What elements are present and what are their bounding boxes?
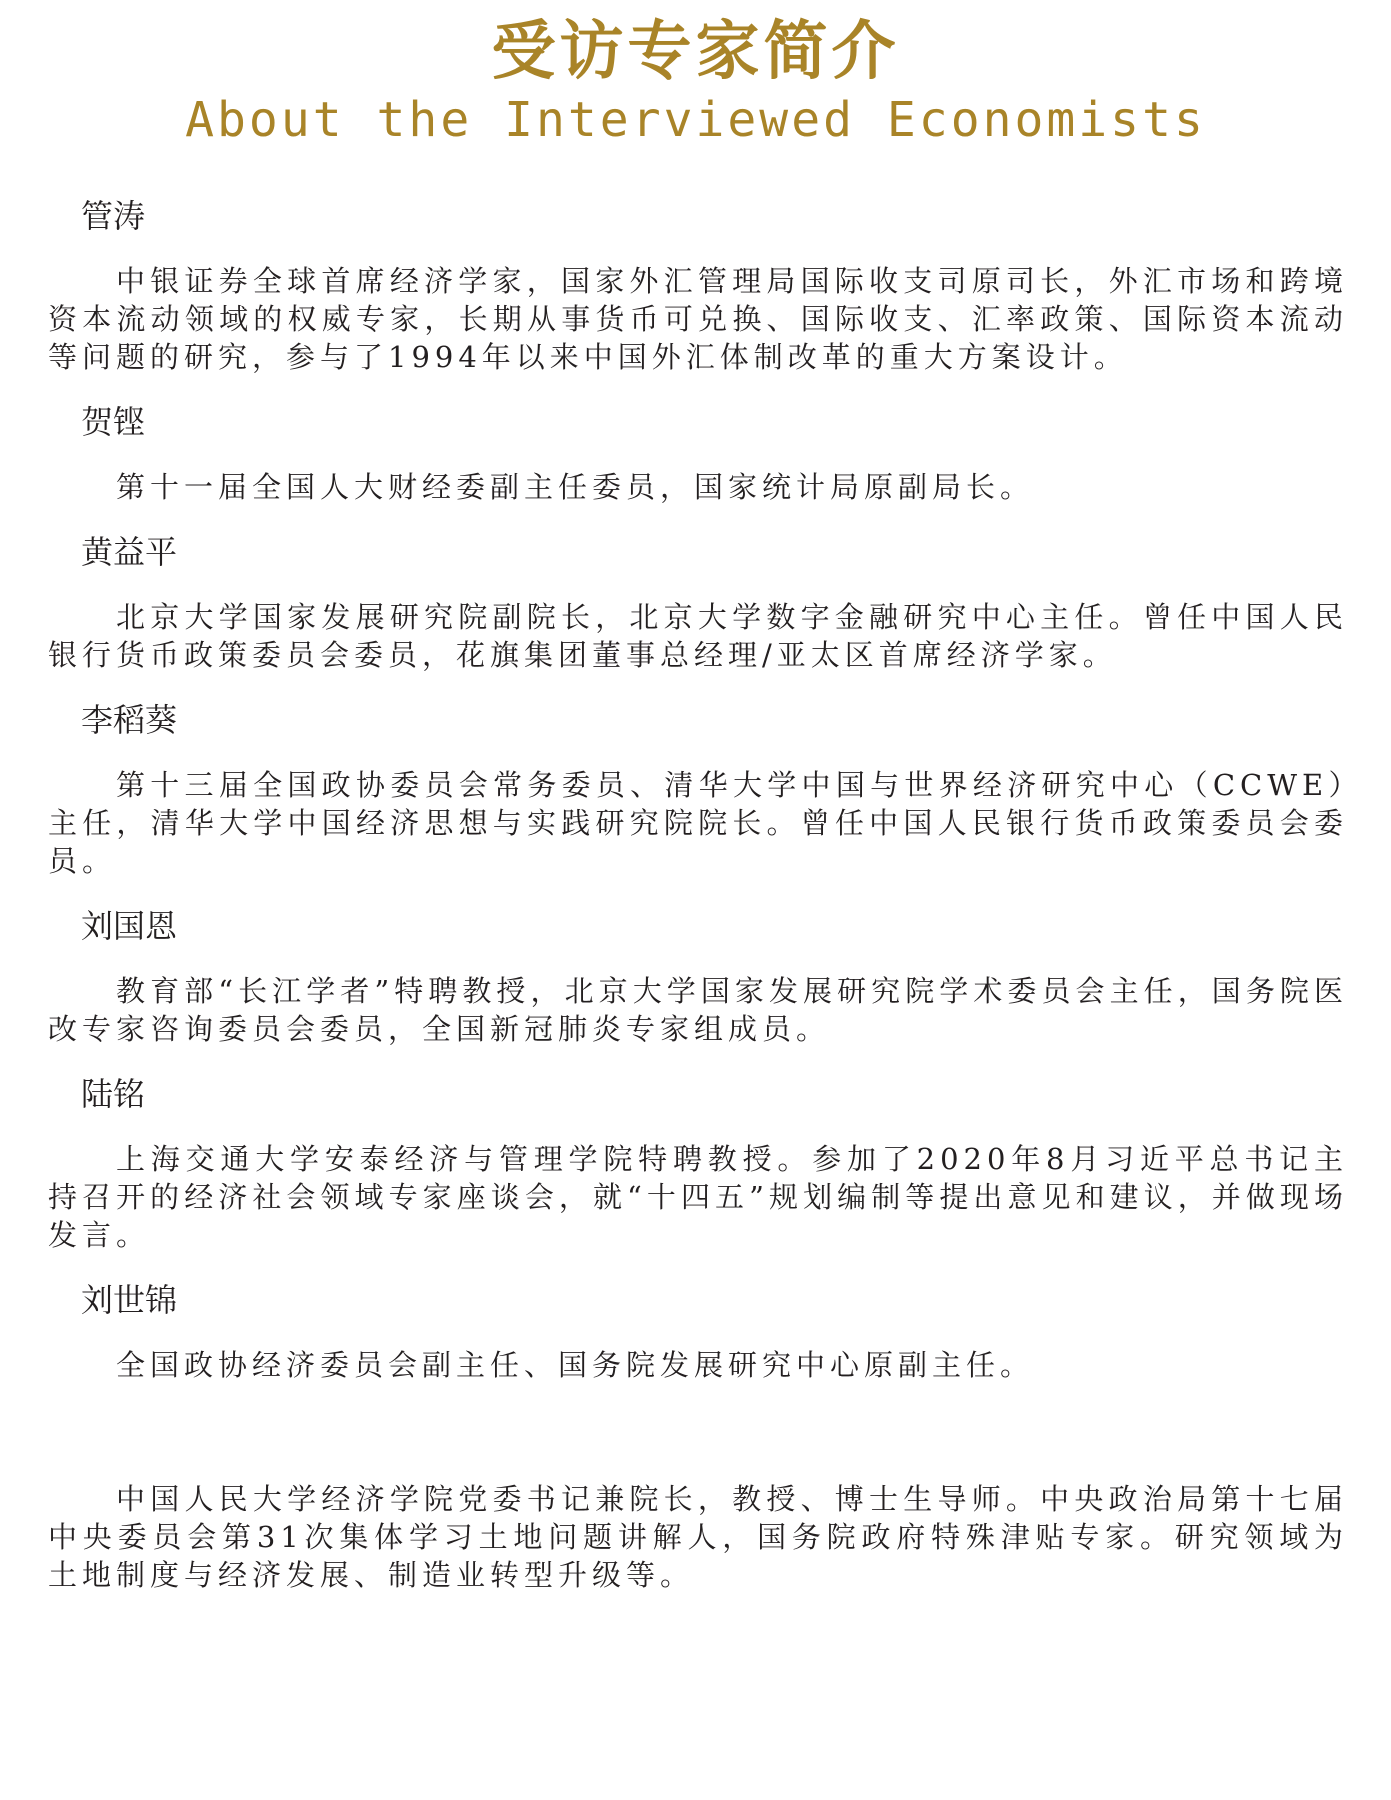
page-subtitle: About the Interviewed Economists (185, 92, 1206, 148)
economist-list (48, 196, 1348, 1620)
economist-bio: 北京大学国家发展研究院副院长，北京大学数字金融研究中心主任。曾任中国人民银行货币政策委员会委员，花旗集团董事总经理/亚太区首席经济学家。 (48, 600, 1348, 672)
economist-bio: 中国人民大学经济学院党委书记兼院长，教授、博士生导师。中央政治局第十七届中央委员会第31次集体学习土地问题讲解人，国务院政府特殊津贴专家。研究领域为土地制度与经济发展、制造业转型升级等。 (48, 1482, 1348, 1592)
economist-name: 刘国恩 (81, 907, 178, 945)
economist-entry (48, 1480, 1348, 1594)
economist-name: 管涛 (81, 197, 146, 235)
page-header (0, 14, 1391, 148)
economist-name: 贺铿 (81, 403, 146, 441)
economist-bio: 中银证券全球首席经济学家，国家外汇管理局国际收支司原司长，外汇市场和跨境资本流动领域的权威专家，长期从事货币可兑换、国际收支、汇率政策、国际资本流动等问题的研究，参与了1994年以来中国外汇体制改革的重大方案设计。 (48, 264, 1348, 374)
economist-bio: 教育部“长江学者”特聘教授，北京大学国家发展研究院学术委员会主任，国务院医改专家咨询委员会委员，全国新冠肺炎专家组成员。 (48, 974, 1348, 1046)
economist-bio: 第十一届全国人大财经委副主任委员，国家统计局原副局长。 (116, 470, 1035, 504)
economist-entry (48, 196, 1348, 376)
economist-entry (48, 906, 1348, 1048)
page-title: 受访专家简介 (491, 15, 900, 89)
economist-name: 李稻葵 (81, 701, 178, 739)
economist-bio: 全国政协经济委员会副主任、国务院发展研究中心原副主任。 (116, 1348, 1035, 1382)
economist-bio: 上海交通大学安泰经济与管理学院特聘教授。参加了2020年8月习近平总书记主持召开的经济社会领域专家座谈会，就“十四五”规划编制等提出意见和建议，并做现场发言。 (48, 1142, 1348, 1252)
economist-entry (48, 1074, 1348, 1254)
economist-name: 陆铭 (81, 1075, 146, 1113)
economist-entry (48, 700, 1348, 880)
economist-entry (48, 402, 1348, 506)
economist-name: 刘世锦 (81, 1281, 178, 1319)
economist-entry (48, 1280, 1348, 1384)
economist-bio: 第十三届全国政协委员会常务委员、清华大学中国与世界经济研究中心（CCWE）主任，清华大学中国经济思想与实践研究院院长。曾任中国人民银行货币政策委员会委员。 (48, 768, 1348, 878)
economist-name: 黄益平 (81, 533, 178, 571)
economist-entry (48, 532, 1348, 674)
